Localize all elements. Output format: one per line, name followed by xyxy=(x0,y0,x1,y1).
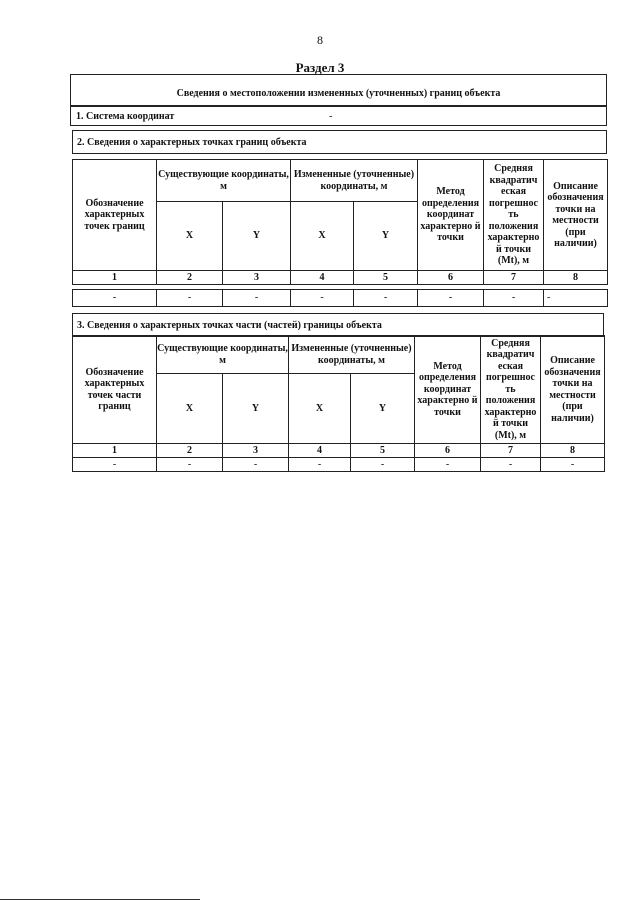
s2-col-designation: Обозначение характерных точек границ xyxy=(73,160,157,271)
s3-num-2: 2 xyxy=(157,444,223,458)
s2-num-1: 1 xyxy=(73,271,157,285)
s3-col-changed: Измененные (уточненные) координаты, м xyxy=(289,336,415,374)
s2-cell-7: - xyxy=(484,290,544,307)
s3-cell-6: - xyxy=(415,458,481,472)
s2-number-row xyxy=(73,271,608,285)
s3-cell-4: - xyxy=(289,458,351,472)
s3-col-designation: Обозначение характерных точек части границ xyxy=(73,336,157,444)
s3-num-1: 1 xyxy=(73,444,157,458)
table-row xyxy=(73,458,605,472)
s3-col-description: Описание обозначения точки на местности (при наличии) xyxy=(541,336,605,444)
s3-cell-5: - xyxy=(351,458,415,472)
s2-changed-y: Y xyxy=(354,202,418,271)
section-title: Раздел 3 xyxy=(295,60,345,75)
s2-cell-4: - xyxy=(291,290,354,307)
s3-changed-y: Y xyxy=(351,374,415,444)
s3-col-method: Метод определения координат характерно й точки xyxy=(415,336,481,444)
s2-col-method: Метод определения координат характерно й точки xyxy=(418,160,484,271)
s3-cell-3: - xyxy=(223,458,289,472)
section3-table xyxy=(72,335,605,472)
s2-col-rms: Средняя квадратич еская погрешнос ть положения характерно й точки (Mt), м xyxy=(484,160,544,271)
s2-existing-y: Y xyxy=(223,202,291,271)
s2-num-3: 3 xyxy=(223,271,291,285)
s2-num-7: 7 xyxy=(484,271,544,285)
s2-cell-5: - xyxy=(354,290,418,307)
s3-cell-1: - xyxy=(73,458,157,472)
s3-cell-7: - xyxy=(481,458,541,472)
s2-num-6: 6 xyxy=(418,271,484,285)
table-row xyxy=(73,290,608,307)
coord-system-label: 1. Система координат xyxy=(76,111,175,122)
s2-existing-x: X xyxy=(157,202,223,271)
s2-col-description: Описание обозначения точки на местности (при наличии) xyxy=(544,160,608,271)
s3-existing-y: Y xyxy=(223,374,289,444)
s2-num-5: 5 xyxy=(354,271,418,285)
s2-num-2: 2 xyxy=(157,271,223,285)
page-number: 8 xyxy=(317,33,323,47)
s2-cell-8: - xyxy=(544,290,608,307)
s3-cell-2: - xyxy=(157,458,223,472)
section3-title: 3. Сведения о характерных точках части (частей) границы объекта xyxy=(77,320,382,331)
s2-cell-2: - xyxy=(157,290,223,307)
s2-num-8: 8 xyxy=(544,271,608,285)
s3-num-5: 5 xyxy=(351,444,415,458)
section3-title-box xyxy=(72,313,604,337)
s3-cell-8: - xyxy=(541,458,605,472)
s2-changed-x: X xyxy=(291,202,354,271)
s3-changed-x: X xyxy=(289,374,351,444)
s2-num-4: 4 xyxy=(291,271,354,285)
section2-title: 2. Сведения о характерных точках границ объекта xyxy=(77,137,307,148)
header-title-box xyxy=(70,74,607,106)
coord-system-value: - xyxy=(329,111,333,122)
section2-title-box xyxy=(72,130,607,154)
s2-col-existing: Существующие координаты, м xyxy=(157,160,291,202)
s2-col-changed: Измененные (уточненные) координаты, м xyxy=(291,160,418,202)
s2-cell-3: - xyxy=(223,290,291,307)
s3-num-4: 4 xyxy=(289,444,351,458)
s3-existing-x: X xyxy=(157,374,223,444)
s3-col-existing: Существующие координаты, м xyxy=(157,336,289,374)
s2-cell-1: - xyxy=(73,290,157,307)
coord-system-row xyxy=(70,106,607,126)
s3-number-row xyxy=(73,444,605,458)
footnote-divider xyxy=(0,899,200,900)
s3-num-7: 7 xyxy=(481,444,541,458)
header-title: Сведения о местоположении измененных (уточненных) границ объекта xyxy=(176,88,501,99)
s2-cell-6: - xyxy=(418,290,484,307)
section2-table xyxy=(72,159,608,307)
s3-num-6: 6 xyxy=(415,444,481,458)
s3-num-8: 8 xyxy=(541,444,605,458)
s3-num-3: 3 xyxy=(223,444,289,458)
s3-col-rms: Средняя квадратич еская погрешнос ть положения характерно й точки (Mt), м xyxy=(481,336,541,444)
